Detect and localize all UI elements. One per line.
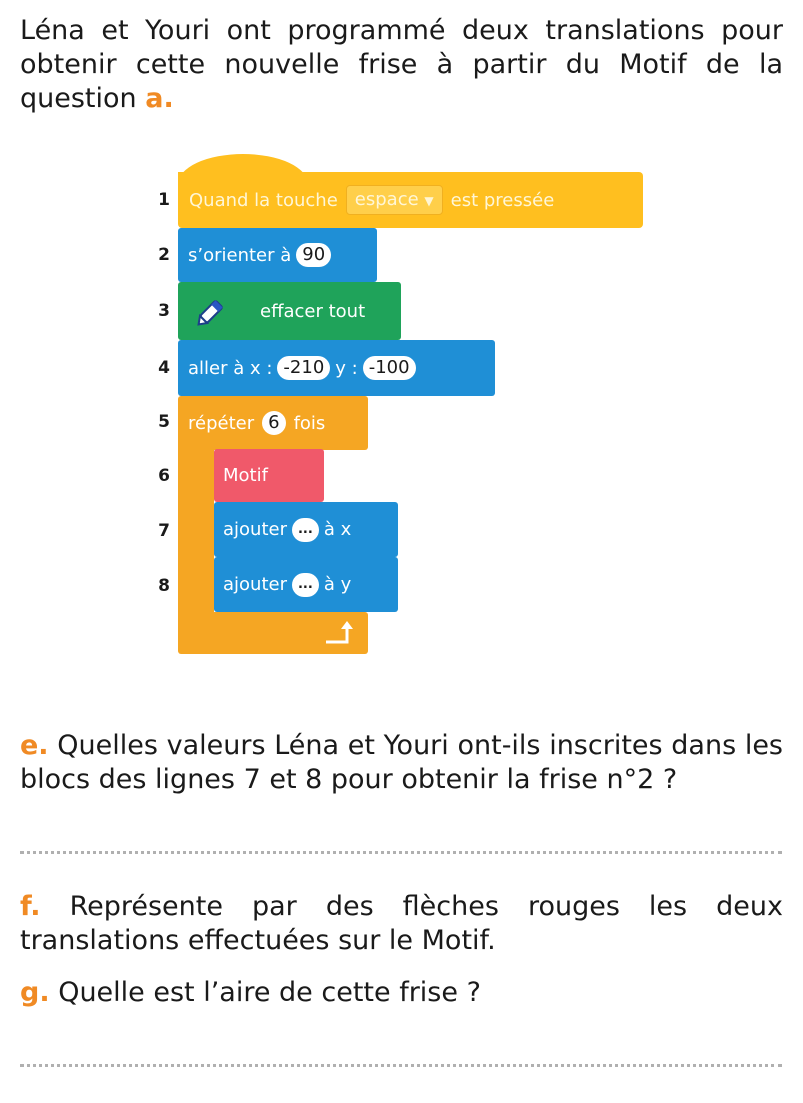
repeat-block[interactable] <box>178 396 368 450</box>
dropdown-value: espace <box>354 189 419 210</box>
line-number: 2 <box>158 245 170 265</box>
line-number: 7 <box>158 521 170 541</box>
repeat-count-input[interactable]: 6 <box>262 411 285 435</box>
question-f <box>20 890 783 958</box>
block-label: ajouter <box>223 574 287 595</box>
key-dropdown[interactable] <box>346 185 443 215</box>
question-text: Représente par des flèches rouges les deux translations effectuées sur le Motif. <box>20 891 783 956</box>
pen-icon <box>192 291 232 331</box>
y-input[interactable]: -100 <box>363 356 416 380</box>
question-label: g. <box>20 977 50 1008</box>
repeat-block-arm <box>178 449 214 614</box>
block-label: y : <box>335 357 358 379</box>
repeat-block-foot <box>178 612 368 654</box>
block-label: aller à x : <box>188 357 273 379</box>
answer-line[interactable] <box>20 1064 782 1067</box>
question-text: Quelle est l’aire de cette frise ? <box>58 977 481 1008</box>
block-label: à y <box>323 574 352 595</box>
line-number: 3 <box>158 301 170 321</box>
x-input[interactable]: -210 <box>277 356 330 380</box>
question-text: Quelles valeurs Léna et Youri ont-ils inscrites dans les blocs des lignes 7 et 8 pour obtenir la frise n°2 ? <box>20 730 784 795</box>
block-label: s’orienter à <box>188 244 292 266</box>
question-g <box>20 976 783 1010</box>
block-label: Motif <box>223 465 268 486</box>
intro-text: Léna et Youri ont programmé deux translations pour obtenir cette nouvelle frise à partir du Motif de la question <box>20 15 783 114</box>
block-label: ajouter <box>223 519 287 540</box>
line-number: 5 <box>158 412 170 432</box>
go-to-xy-block[interactable] <box>178 340 495 396</box>
question-ref: a. <box>145 83 174 114</box>
caret-down-icon: ▼ <box>424 194 434 208</box>
block-label: répéter <box>188 412 255 434</box>
question-label: f. <box>20 891 41 922</box>
block-label: fois <box>293 412 326 434</box>
change-x-block[interactable] <box>214 502 398 557</box>
line-number: 6 <box>158 466 170 486</box>
block-label: à x <box>323 519 352 540</box>
direction-input[interactable]: 90 <box>296 243 331 267</box>
line-number: 8 <box>158 576 170 596</box>
erase-all-block[interactable] <box>178 282 401 340</box>
answer-line[interactable] <box>20 851 782 854</box>
motif-block[interactable] <box>214 449 324 502</box>
question-label: e. <box>20 730 49 761</box>
point-direction-block[interactable] <box>178 228 377 282</box>
line-number: 1 <box>158 190 170 210</box>
block-label: est pressée <box>450 189 555 211</box>
block-label: Quand la touche <box>189 189 338 211</box>
question-e <box>20 729 783 797</box>
change-y-block[interactable] <box>214 557 398 612</box>
intro-paragraph <box>20 14 783 116</box>
line-number: 4 <box>158 358 170 378</box>
when-key-pressed-block[interactable] <box>178 172 643 228</box>
x-change-input[interactable]: ... <box>292 518 319 542</box>
y-change-input[interactable]: ... <box>292 573 319 597</box>
block-label: effacer tout <box>260 300 366 322</box>
loop-arrow-icon <box>323 618 357 652</box>
